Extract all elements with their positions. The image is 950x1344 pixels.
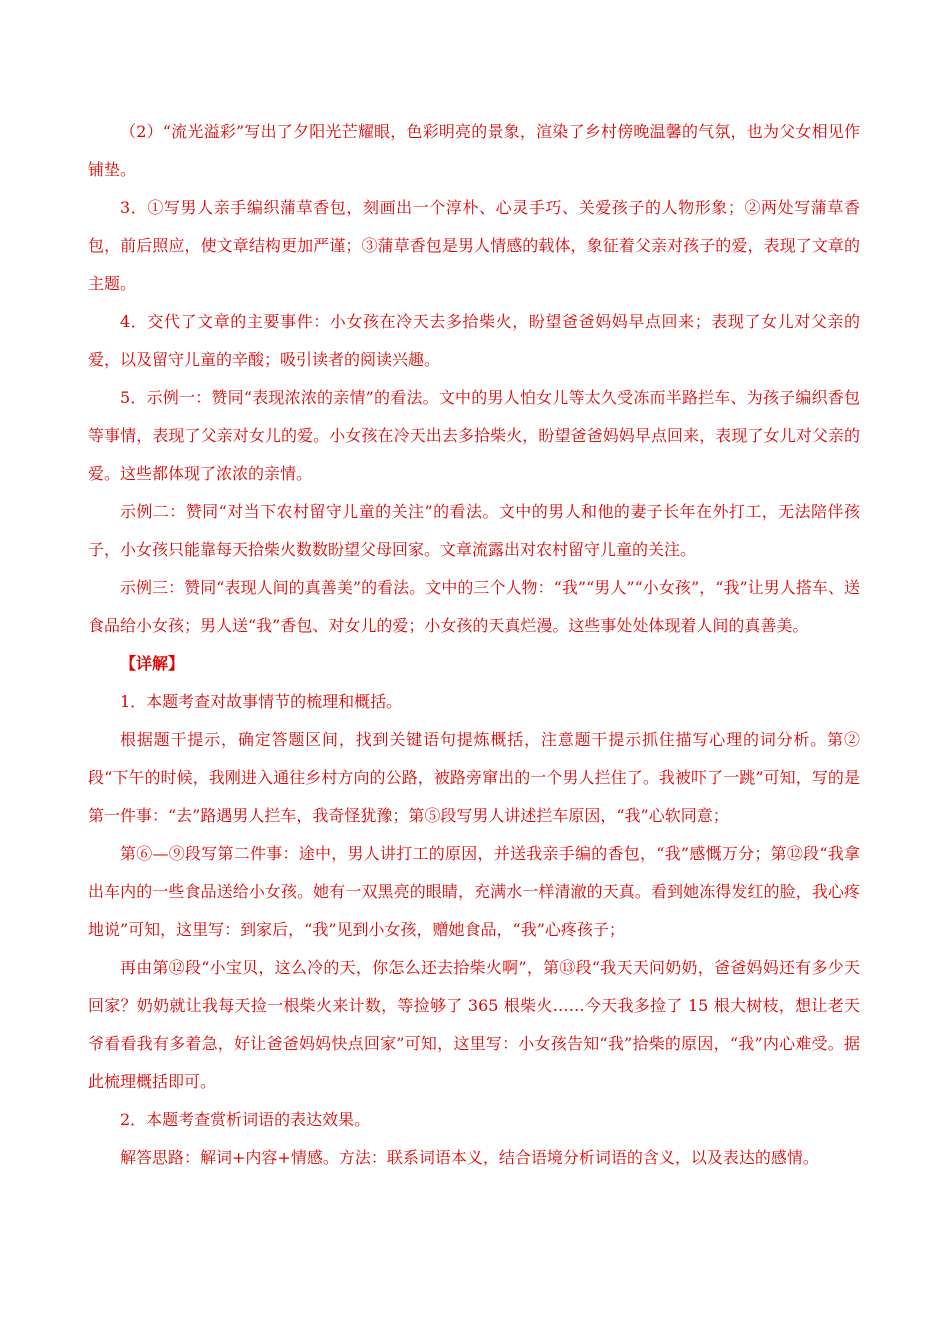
detail-section-heading: 【详解】 — [120, 654, 185, 673]
detail-paragraph-1-analysis-c: 再由第⑫段“小宝贝，这么冷的天，你怎么还去拾柴火啊”，第⑬段“我天天问奶奶，爸爸妈妈还有多少天回家？奶奶就让我每天捡一根柴火来计数，等捡够了 365 根柴火……今天我多捡了 15 根大树枝，想让老天爷看看我有多着急，好让爸爸妈妈快点回家”可知，这里写：小女孩告知“我”拾柴的原因，“我”内心难受。据此梳理概括即可。 — [88, 958, 860, 1091]
detail-paragraph-1-analysis-b: 第⑥—⑨段写第二件事：途中，男人讲打工的原因，并送我亲手编的香包，“我”感慨万分；第⑫段“我拿出车内的一些食品送给小女孩。她有一双黑亮的眼睛，充满水一样清澈的天真。看到她冻得发红的脸，我心疼地说”可知，这里写：到家后，“我”见到小女孩，赠她食品，“我”心疼孩子； — [88, 844, 860, 939]
detail-paragraph-1-analysis-a: 根据题干提示，确定答题区间，找到关键语句提炼概括，注意题干提示抓住描写心理的词分析。第②段“下午的时候，我刚进入通往乡村方向的公路，被路旁窜出的一个男人拦住了。我被吓了一跳”可知，写的是第一件事：“去”路遇男人拦车，我奇怪犹豫；第⑤段写男人讲述拦车原因，“我”心软同意； — [88, 730, 860, 825]
detail-paragraph-2-title: 2．本题考查赏析词语的表达效果。 — [120, 1110, 371, 1129]
answer-paragraph-5-example-2: 示例二：赞同“对当下农村留守儿童的关注”的看法。文中的男人和他的妻子长年在外打工，无法陪伴孩子，小女孩只能靠每天拾柴火数数盼望父母回家。文章流露出对农村留守儿童的关注。 — [88, 502, 860, 559]
detail-paragraph-2-method: 解答思路：解词+内容+情感。方法：联系词语本义，结合语境分析词语的含义，以及表达的感情。 — [120, 1148, 819, 1167]
answer-content — [88, 113, 860, 1177]
answer-paragraph-3: 3．①写男人亲手编织蒲草香包，刻画出一个淳朴、心灵手巧、关爱孩子的人物形象；②两处写蒲草香包，前后照应，使文章结构更加严谨；③蒲草香包是男人情感的载体，象征着父亲对孩子的爱，表现了文章的主题。 — [88, 198, 860, 293]
answer-paragraph-4: 4．交代了文章的主要事件：小女孩在冷天去多拾柴火，盼望爸爸妈妈早点回来；表现了女儿对父亲的爱，以及留守儿童的辛酸；吸引读者的阅读兴趣。 — [88, 312, 860, 369]
answer-paragraph-5-example-1: 5．示例一：赞同“表现浓浓的亲情”的看法。文中的男人怕女儿等太久受冻而半路拦车、为孩子编织香包等事情，表现了父亲对女儿的爱。小女孩在冷天出去多拾柴火，盼望爸爸妈妈早点回来，表现了女儿对父亲的爱。这些都体现了浓浓的亲情。 — [88, 388, 860, 483]
answer-paragraph-2-2: （2）“流光溢彩”写出了夕阳光芒耀眼，色彩明亮的景象，渲染了乡村傍晚温馨的气氛，也为父女相见作铺垫。 — [88, 122, 860, 179]
detail-paragraph-1-title: 1．本题考查对故事情节的梳理和概括。 — [120, 692, 403, 711]
answer-paragraph-5-example-3: 示例三：赞同“表现人间的真善美”的看法。文中的三个人物：“我”“男人”“小女孩”，“我”让男人搭车、送食品给小女孩；男人送“我”香包、对女儿的爱；小女孩的天真烂漫。这些事处处体现着人间的真善美。 — [88, 578, 860, 635]
